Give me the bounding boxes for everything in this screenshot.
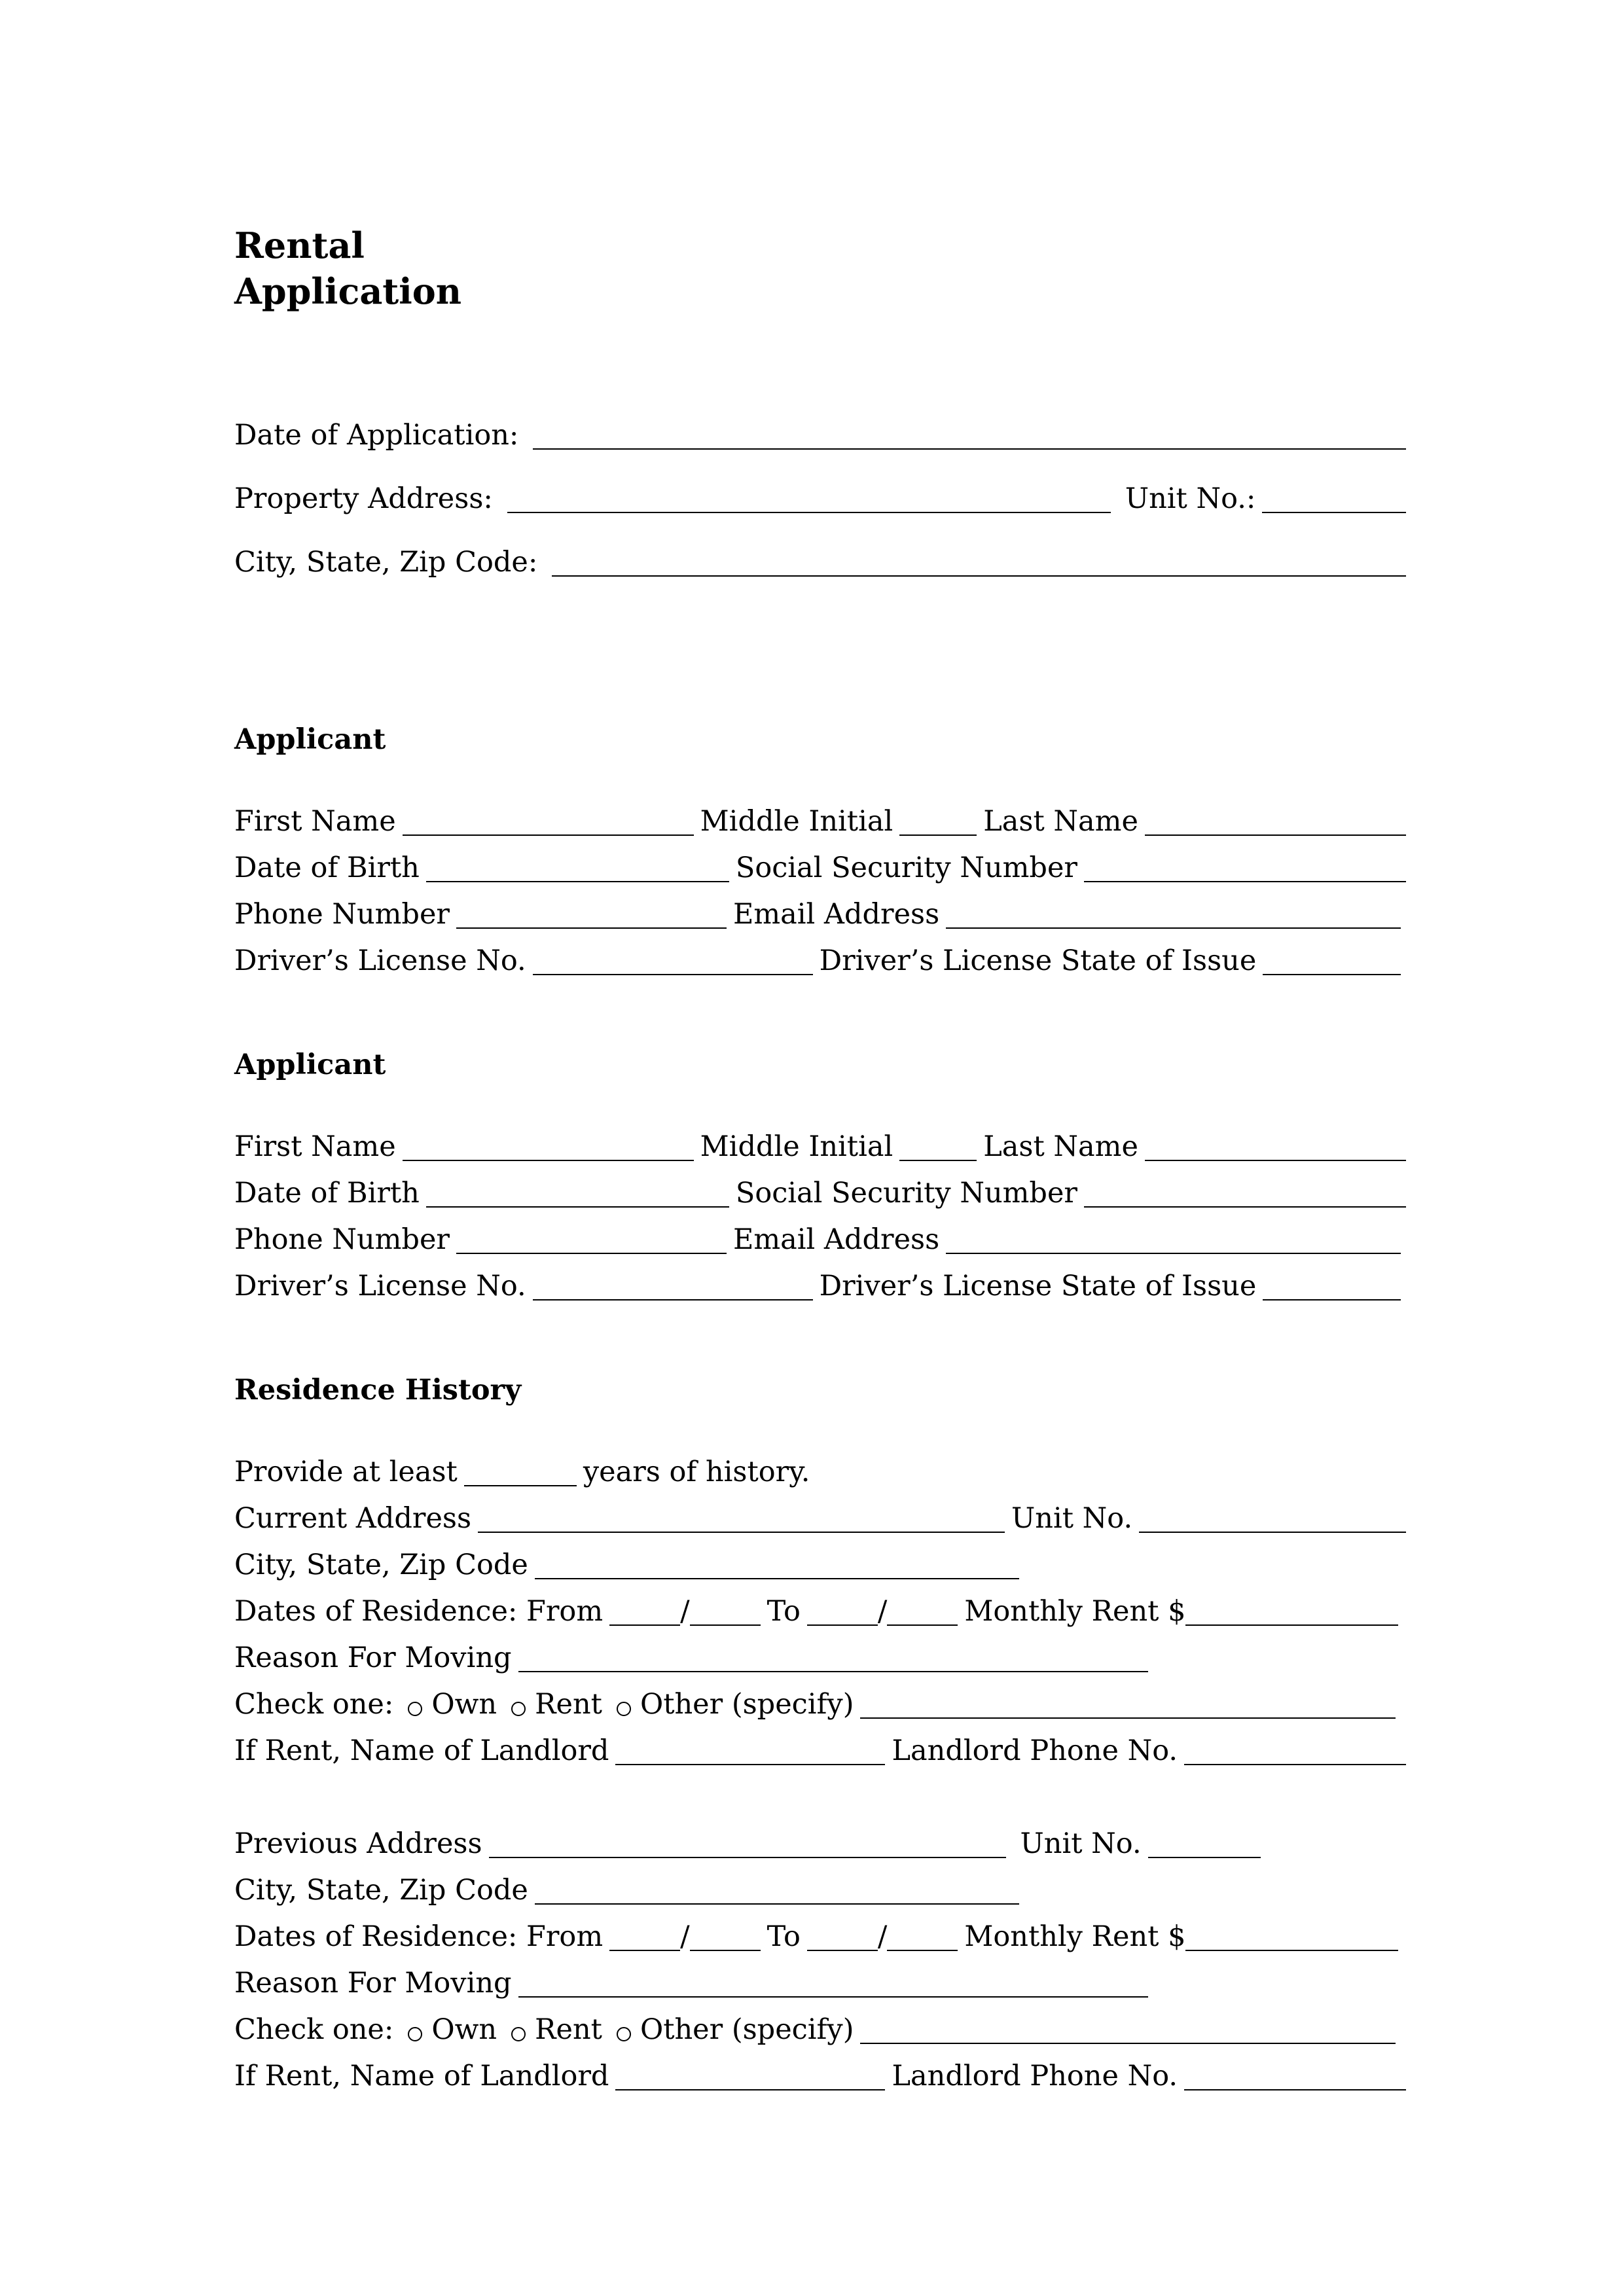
monthly-rent-label: Monthly Rent $ — [964, 1595, 1186, 1628]
from-year-field[interactable] — [690, 1950, 761, 1951]
applicant-1-heading: Applicant — [234, 723, 386, 756]
previous-address-field[interactable] — [489, 1857, 1006, 1858]
previous-address-label: Previous Address — [234, 1827, 482, 1860]
to-label: To — [767, 1595, 801, 1628]
previous-address-row — [234, 1821, 1406, 1867]
city-state-zip-label: City, State, Zip Code: — [234, 546, 538, 579]
provide-at-least-label: Provide at least — [234, 1456, 458, 1488]
current-check-one-row — [234, 1681, 1406, 1728]
from-slash: / — [680, 1920, 690, 1953]
landlord-phone-label: Landlord Phone No. — [892, 2060, 1178, 2092]
first-name-field[interactable] — [403, 834, 694, 836]
other-label: Other (specify) — [640, 2013, 854, 2046]
last-name-label: Last Name — [983, 805, 1138, 838]
date-of-birth-label: Date of Birth — [234, 852, 420, 884]
applicant-1-phone-row — [234, 891, 1406, 938]
own-option[interactable] — [408, 2007, 497, 2053]
drivers-license-state-field[interactable] — [1263, 1299, 1401, 1300]
landlord-name-field[interactable] — [615, 1764, 885, 1765]
first-name-label: First Name — [234, 1130, 396, 1163]
current-unit-no-label: Unit No. — [1011, 1502, 1133, 1535]
rent-option[interactable] — [511, 1681, 602, 1728]
check-one-label: Check one: — [234, 1688, 394, 1721]
years-of-history-field[interactable] — [464, 1485, 577, 1486]
to-month-field[interactable] — [807, 1624, 878, 1626]
current-reason-row — [234, 1635, 1406, 1681]
phone-number-field[interactable] — [456, 1253, 727, 1254]
landlord-name-field[interactable] — [615, 2089, 885, 2090]
dates-from-label: Dates of Residence: From — [234, 1920, 604, 1953]
last-name-label: Last Name — [983, 1130, 1138, 1163]
to-slash: / — [877, 1920, 888, 1953]
own-radio-icon[interactable] — [408, 2027, 422, 2041]
landlord-name-label: If Rent, Name of Landlord — [234, 2060, 609, 2092]
middle-initial-field[interactable] — [899, 1160, 977, 1161]
ssn-field[interactable] — [1084, 881, 1406, 882]
reason-for-moving-field[interactable] — [518, 1996, 1148, 1998]
applicant-2-dob-row — [234, 1170, 1406, 1217]
property-address-row — [234, 476, 1406, 522]
first-name-label: First Name — [234, 805, 396, 838]
own-label: Own — [431, 1688, 497, 1721]
other-radio-icon[interactable] — [617, 2027, 631, 2041]
previous-unit-no-field[interactable] — [1148, 1857, 1261, 1858]
phone-number-field[interactable] — [456, 927, 727, 929]
drivers-license-state-field[interactable] — [1263, 974, 1401, 975]
applicant-2-heading: Applicant — [234, 1049, 386, 1081]
applicant-2-name-row — [234, 1124, 1406, 1170]
applicant-1-dob-row — [234, 845, 1406, 891]
last-name-field[interactable] — [1145, 1160, 1406, 1161]
to-label: To — [767, 1920, 801, 1953]
applicant-2-license-row — [234, 1263, 1406, 1310]
applicant-2-phone-row — [234, 1217, 1406, 1263]
to-slash: / — [877, 1595, 888, 1628]
property-address-label: Property Address: — [234, 482, 493, 515]
monthly-rent-field[interactable] — [1185, 1624, 1398, 1626]
ssn-field[interactable] — [1084, 1206, 1406, 1208]
current-city-state-zip-row — [234, 1542, 1406, 1588]
unit-no-label: Unit No.: — [1125, 482, 1256, 515]
other-label: Other (specify) — [640, 1688, 854, 1721]
previous-unit-no-label: Unit No. — [1020, 1827, 1142, 1860]
previous-city-state-zip-field[interactable] — [535, 1903, 1019, 1905]
residence-history-heading: Residence History — [234, 1374, 522, 1407]
email-address-field[interactable] — [946, 1253, 1401, 1254]
applicant-1-license-row — [234, 938, 1406, 984]
previous-landlord-row — [234, 2053, 1406, 2100]
ssn-label: Social Security Number — [735, 1177, 1077, 1210]
dates-from-label: Dates of Residence: From — [234, 1595, 604, 1628]
previous-city-state-zip-row — [234, 1867, 1406, 1914]
email-address-label: Email Address — [732, 898, 940, 931]
other-specify-field[interactable] — [860, 1717, 1396, 1719]
landlord-name-label: If Rent, Name of Landlord — [234, 1734, 609, 1767]
years-of-history-row — [234, 1449, 1406, 1496]
rent-label: Rent — [535, 1688, 602, 1721]
landlord-phone-field[interactable] — [1184, 1764, 1406, 1765]
current-landlord-row — [234, 1728, 1406, 1774]
landlord-phone-field[interactable] — [1184, 2089, 1406, 2090]
current-address-field[interactable] — [478, 1532, 1005, 1533]
unit-no-field[interactable] — [1262, 512, 1406, 513]
previous-check-one-row — [234, 2007, 1406, 2053]
from-slash: / — [680, 1595, 690, 1628]
title-line-1: Rental — [234, 224, 365, 266]
drivers-license-state-label: Driver’s License State of Issue — [819, 944, 1257, 977]
date-of-application-field[interactable] — [533, 448, 1406, 450]
ssn-label: Social Security Number — [735, 852, 1077, 884]
rental-application-form — [234, 223, 1406, 2100]
rent-option[interactable] — [511, 2007, 602, 2053]
phone-number-label: Phone Number — [234, 1223, 450, 1256]
monthly-rent-field[interactable] — [1185, 1950, 1398, 1951]
middle-initial-field[interactable] — [899, 834, 977, 836]
reason-for-moving-label: Reason For Moving — [234, 1967, 512, 2000]
property-address-field[interactable] — [507, 512, 1111, 513]
current-address-label: Current Address — [234, 1502, 472, 1535]
last-name-field[interactable] — [1145, 834, 1406, 836]
reason-for-moving-label: Reason For Moving — [234, 1641, 512, 1674]
middle-initial-label: Middle Initial — [700, 1130, 893, 1163]
other-option[interactable] — [617, 2007, 854, 2053]
email-address-label: Email Address — [732, 1223, 940, 1256]
from-month-field[interactable] — [609, 1624, 680, 1626]
date-of-birth-field[interactable] — [426, 881, 729, 882]
own-option[interactable] — [408, 1681, 497, 1728]
email-address-field[interactable] — [946, 927, 1401, 929]
check-one-label: Check one: — [234, 2013, 394, 2046]
reason-for-moving-field[interactable] — [518, 1671, 1148, 1672]
previous-dates-row — [234, 1914, 1406, 1960]
years-of-history-label: years of history. — [583, 1456, 810, 1488]
phone-number-label: Phone Number — [234, 898, 450, 931]
landlord-phone-label: Landlord Phone No. — [892, 1734, 1178, 1767]
to-month-field[interactable] — [807, 1950, 878, 1951]
date-of-application-row — [234, 412, 1406, 459]
to-year-field[interactable] — [887, 1624, 958, 1626]
to-year-field[interactable] — [887, 1950, 958, 1951]
from-year-field[interactable] — [690, 1624, 761, 1626]
own-label: Own — [431, 2013, 497, 2046]
current-dates-row — [234, 1588, 1406, 1635]
middle-initial-label: Middle Initial — [700, 805, 893, 838]
rent-radio-icon[interactable] — [511, 1702, 526, 1716]
first-name-field[interactable] — [403, 1160, 694, 1161]
from-month-field[interactable] — [609, 1950, 680, 1951]
other-option[interactable] — [617, 1681, 854, 1728]
previous-reason-row — [234, 1960, 1406, 2007]
rent-radio-icon[interactable] — [511, 2027, 526, 2041]
current-city-state-zip-field[interactable] — [535, 1578, 1019, 1579]
own-radio-icon[interactable] — [408, 1702, 422, 1716]
date-of-birth-field[interactable] — [426, 1206, 729, 1208]
current-city-state-zip-label: City, State, Zip Code — [234, 1549, 528, 1581]
rent-label: Rent — [535, 2013, 602, 2046]
drivers-license-no-label: Driver’s License No. — [234, 944, 526, 977]
drivers-license-no-field[interactable] — [533, 1299, 813, 1300]
previous-city-state-zip-label: City, State, Zip Code — [234, 1874, 528, 1907]
city-state-zip-field[interactable] — [552, 575, 1406, 577]
city-state-zip-row — [234, 539, 1406, 586]
monthly-rent-label: Monthly Rent $ — [964, 1920, 1186, 1953]
title-line-2: Application — [234, 270, 462, 312]
drivers-license-no-field[interactable] — [533, 974, 813, 975]
current-unit-no-field[interactable] — [1139, 1532, 1406, 1533]
date-of-birth-label: Date of Birth — [234, 1177, 420, 1210]
page-title — [234, 223, 1406, 314]
date-of-application-label: Date of Application: — [234, 419, 519, 452]
other-radio-icon[interactable] — [617, 1702, 631, 1716]
drivers-license-state-label: Driver’s License State of Issue — [819, 1270, 1257, 1302]
applicant-1-name-row — [234, 798, 1406, 845]
current-address-row — [234, 1496, 1406, 1542]
drivers-license-no-label: Driver’s License No. — [234, 1270, 526, 1302]
other-specify-field[interactable] — [860, 2043, 1396, 2044]
